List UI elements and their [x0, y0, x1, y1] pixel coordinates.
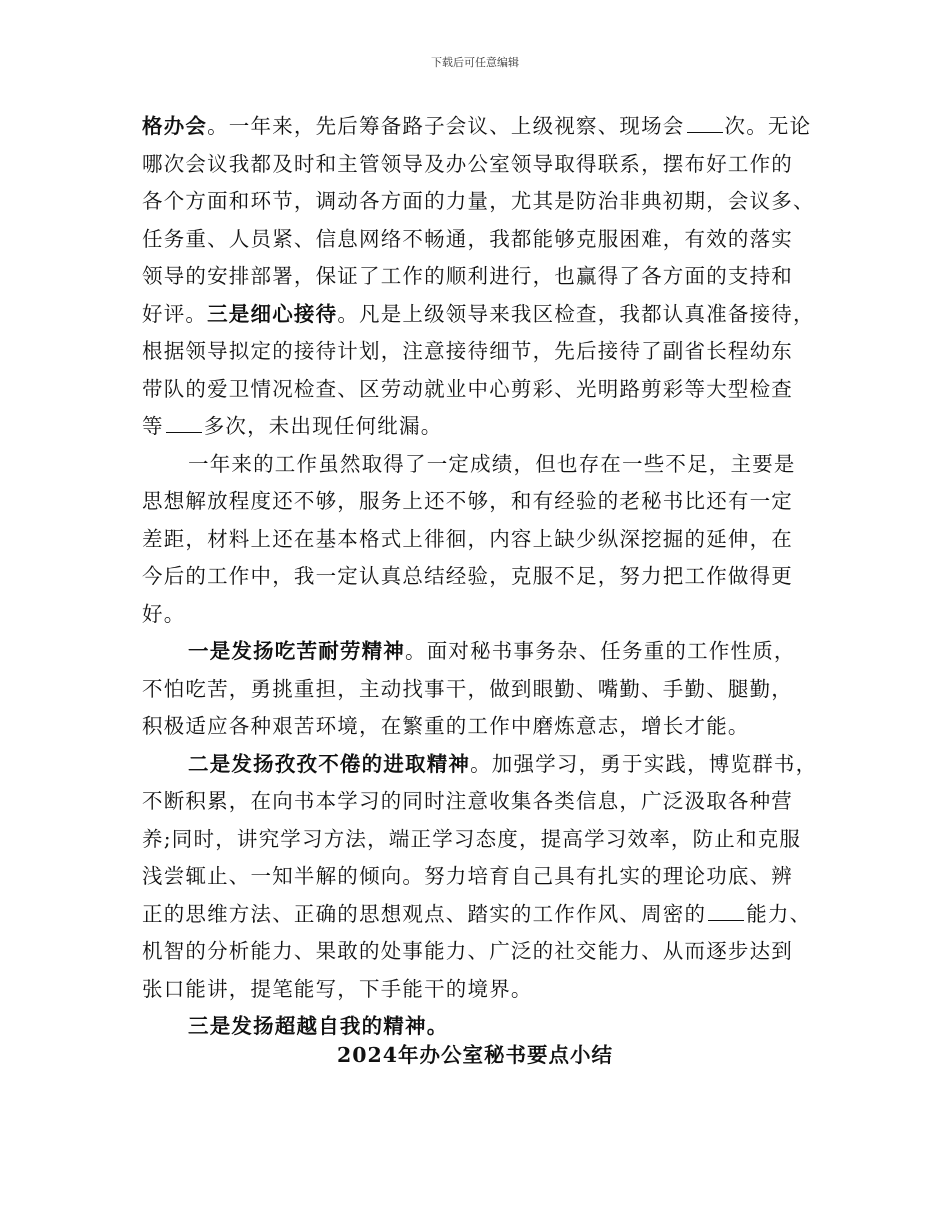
- bold-phrase: 三是细心接待: [207, 301, 338, 326]
- text-run: 。凡是上级领导来我区检查，我都认真准备接待，: [337, 301, 815, 326]
- bold-phrase: 三是发扬超越自我的精神。: [188, 1014, 449, 1038]
- text-line: 带队的爱卫情况检查、区劳动就业中心剪彩、光明路剪彩等大型检查: [142, 376, 793, 401]
- text-line: 积极适应各种艰苦环境，在繁重的工作中磨炼意志，增长才能。: [142, 714, 750, 738]
- text-line: 一年来的工作虽然取得了一定成绩，但也存在一些不足，主要是: [188, 451, 796, 476]
- page-header: 下载后可任意编辑: [431, 56, 519, 69]
- text-line: 浅尝辄止、一知半解的倾向。努力培育自己具有扎实的理论功底、辨: [142, 864, 793, 888]
- text-line: [142, 408, 822, 446]
- text-line: 好。: [142, 601, 186, 626]
- text-run: 等: [142, 414, 164, 438]
- text-line: 任务重、人员紧、信息网络不畅通，我都能够克服困难，有效的落实: [142, 226, 793, 251]
- fill-blank: [166, 414, 202, 433]
- text-line: 机智的分析能力、果敢的处事能力、广泛的社交能力、从而逐步达到: [142, 939, 793, 963]
- text-run: 能力、: [746, 901, 812, 926]
- text-run: 。一年来，先后筹备路子会议、上级视察、现场会: [207, 114, 685, 138]
- text-line: 差距，材料上还在基本格式上徘徊，内容上缺少纵深挖掘的延伸，在: [142, 526, 793, 551]
- text-run: 。加强学习，勇于实践，博览群书，: [470, 751, 818, 776]
- text-line: 张口能讲，提笔能写，下手能干的境界。: [142, 976, 533, 1001]
- text-line: 不怕吃苦，勇挑重担，主动找事干，做到眼勤、嘴勤、手勤、腿勤，: [142, 676, 793, 701]
- document-title: 2024年办公室秘书要点小结: [336, 1043, 614, 1067]
- text-line: 不断积累，在向书本学习的同时注意收集各类信息，广泛汲取各种营: [142, 789, 793, 813]
- document-body: [142, 108, 822, 1046]
- text-line: [142, 633, 822, 671]
- text-line: 思想解放程度还不够，服务上还不够，和有经验的老秘书比还有一定: [142, 489, 793, 513]
- bold-phrase: 一是发扬吃苦耐劳精神: [188, 639, 405, 663]
- text-line: [142, 108, 822, 146]
- bold-phrase: 二是发扬孜孜不倦的进取精神: [188, 751, 471, 776]
- text-line: 养;同时，讲究学习方法，端正学习态度，提高学习效率，防止和克服: [142, 826, 802, 851]
- text-line: [142, 746, 822, 784]
- text-run: 。面对秘书事务杂、任务重的工作性质，: [405, 639, 796, 663]
- text-run: 多次，未出现任何纰漏。: [203, 414, 443, 438]
- text-line: 领导的安排部署，保证了工作的顺利进行，也赢得了各方面的支持和: [142, 264, 793, 288]
- text-line: 各个方面和环节，调动各方面的力量，尤其是防治非典初期，会议多、: [142, 189, 815, 213]
- fill-blank: [687, 114, 723, 133]
- text-run: 正的思维方法、正确的思想观点、踏实的工作作风、周密的: [142, 901, 707, 926]
- text-line: 今后的工作中，我一定认真总结经验，克服不足，努力把工作做得更: [142, 564, 793, 588]
- text-line: 根据领导拟定的接待计划，注意接待细节，先后接待了副省长程幼东: [142, 339, 793, 363]
- text-run: 好评。: [142, 301, 208, 326]
- text-line: [142, 896, 822, 934]
- text-run: 次。无论: [724, 114, 812, 138]
- text-line: 哪次会议我都及时和主管领导及办公室领导取得联系，摆布好工作的: [142, 151, 793, 176]
- bold-phrase: 格办会: [142, 114, 208, 138]
- fill-blank: [708, 902, 744, 921]
- text-line: [142, 296, 822, 334]
